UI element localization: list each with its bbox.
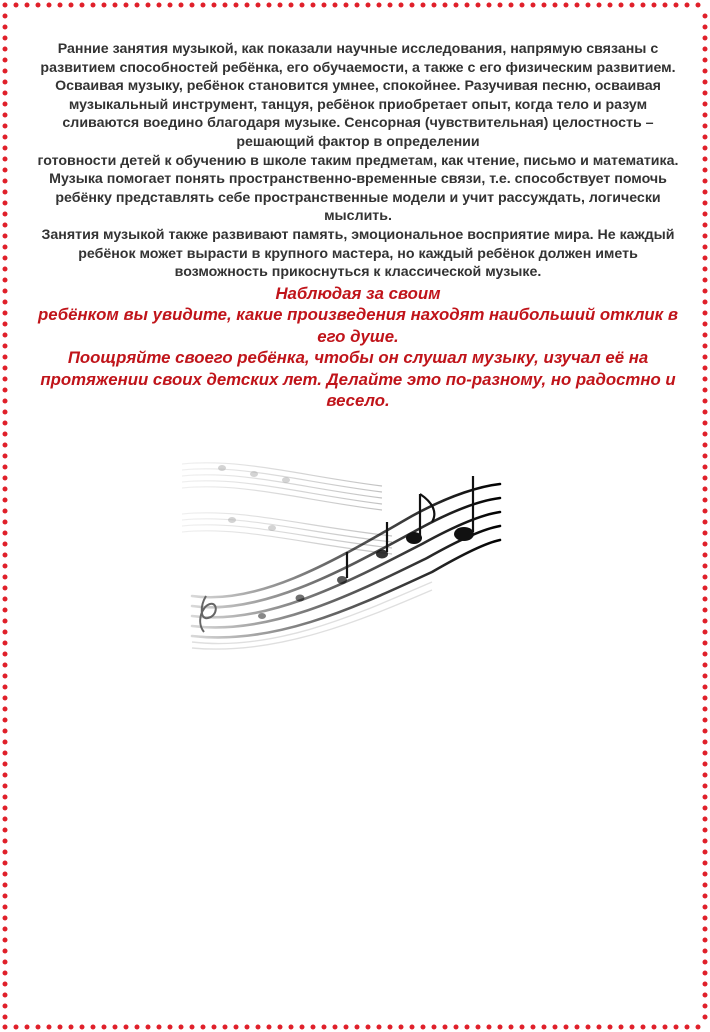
paragraph-3: готовности детей к обучению в школе таким предметам, как чтение, письмо и математика. xyxy=(37,152,679,169)
paragraph-2: Осваивая музыку, ребёнок становится умнее, спокойнее. Разучивая песню, осваивая музыкальный инструмент, танцуя, ребёнок приобретает опыт, когда тело и разум сливаются воедино благодаря музыке. Сенсорная (чувствительная) целостность – решающий фактор в определении xyxy=(55,78,661,150)
highlight-line-1: Наблюдая за своим xyxy=(275,283,441,303)
highlight-line-2: ребёнком вы увидите, какие произведения находят наибольший отклик в его душе. xyxy=(38,305,678,346)
highlight-message xyxy=(34,283,682,412)
music-staff-notes-icon xyxy=(182,456,502,652)
paragraph-5: Занятия музыкой также развивают память, эмоциональное восприятие мира. Не каждый ребёнок может вырасти в крупного мастера, но каждый ребёнок должен иметь возможность прикоснуться к классической музыке. xyxy=(41,226,675,281)
paragraph-4: Музыка помогает понять пространственно-временные связи, т.е. способствует помочь ребёнку представлять себе пространственные модели и учит рассуждать, логически мыслить. xyxy=(49,171,667,225)
highlight-line-3: Поощряйте своего ребёнка, чтобы он слушал музыку, изучал её на протяжении своих детских лет. Делайте это по-разному, но радостно и весело. xyxy=(40,348,676,411)
paragraph-1: Ранние занятия музыкой, как показали научные исследования, напрямую связаны с развитием способностей ребёнка, его обучаемости, а также с его физическим развитием. xyxy=(40,41,676,76)
article-content xyxy=(34,40,682,412)
article-body xyxy=(34,40,682,282)
